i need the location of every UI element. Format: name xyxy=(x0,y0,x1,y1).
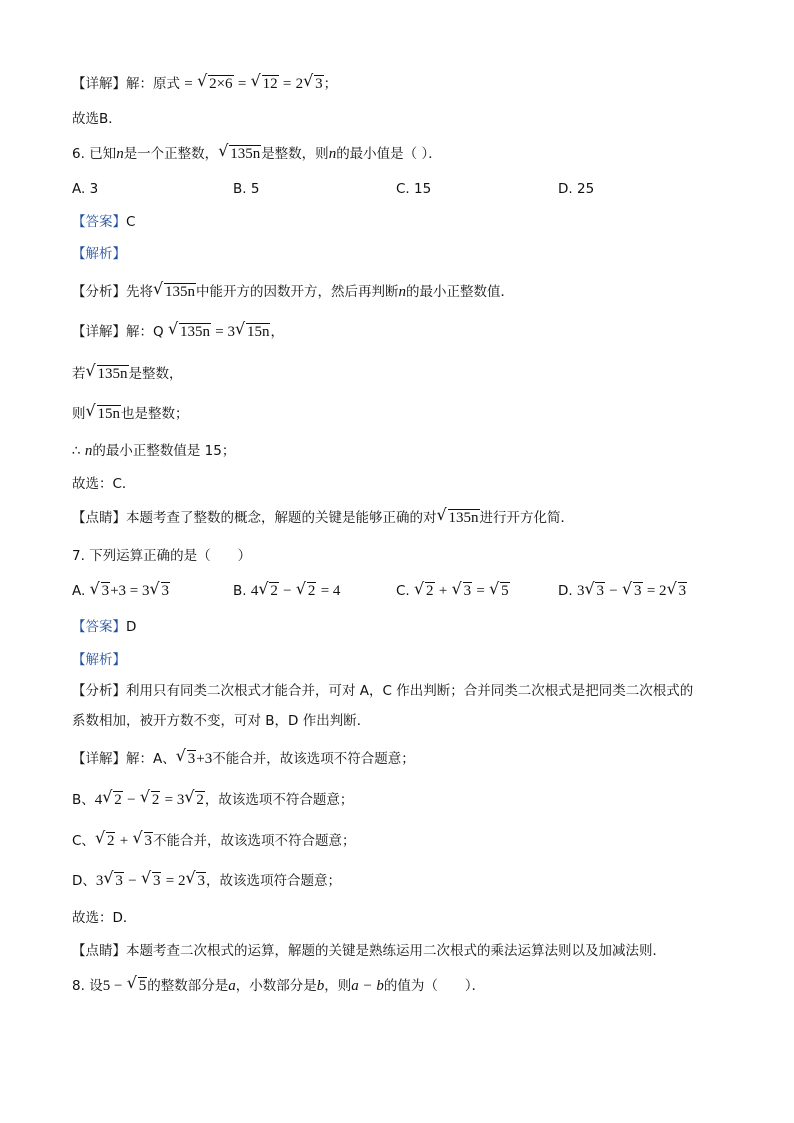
q6-stem: 6. 已知n是一个正整数，√ 135n是整数，则n的最小值是（ ）． xyxy=(72,144,442,164)
q7-option-b: B. 4√ 2 − √ 2 = 4 xyxy=(233,582,340,600)
q7-fenxi-1: 【分析】利用只有同类二次根式才能合并，可对 A，C 作出判断；合并同类二次根式是把同类二次根式的 xyxy=(72,683,694,699)
answer-tag: 【答案】 xyxy=(72,214,126,230)
q7-option-c: C. √ 2 + √ 3 = √ 5 xyxy=(396,582,510,600)
q7-dianjing: 【点睛】本题考查二次根式的运算，解题的关键是熟练运用二次根式的乘法运算法则以及加减法则． xyxy=(72,943,666,959)
q5-detail-prefix: 解：原式 xyxy=(126,76,180,92)
sqrt-2x6: √ 2×6 xyxy=(198,74,233,94)
q6-option-a: A. 3 xyxy=(72,181,99,197)
q6-answer: 【答案】C xyxy=(72,214,136,230)
q6-min-line: ∴ n的最小正整数值是 15； xyxy=(72,443,236,459)
detail-tag: 【详解】 xyxy=(72,76,126,92)
sqrt-12: √ 12 xyxy=(252,74,279,94)
q7-answer: 【答案】D xyxy=(72,619,137,635)
sqrt-135n: √ 135n xyxy=(219,144,261,164)
q6-fenxi: 【分析】先将√ 135n中能开方的因数开方，然后再判断n的最小正整数值． xyxy=(72,282,514,302)
q7-detail-d: D、3√ 3 − √ 3 = 2√ 3，故该选项符合题意； xyxy=(72,871,341,891)
q6-analysis-tag: 【解析】 xyxy=(72,246,126,262)
q7-stem: 7. 下列运算正确的是（ ） xyxy=(72,548,252,564)
q8-stem: 8. 设5 − √ 5的整数部分是a，小数部分是b，则a − b的值为（ ）． xyxy=(72,976,485,996)
q6-detail: 【详解】解：Q √ 135n = 3√ 15n， xyxy=(72,322,284,342)
q6-option-c: C. 15 xyxy=(396,181,432,197)
q7-detail-b: B、4√ 2 − √ 2 = 3√ 2，故该选项不符合题意； xyxy=(72,790,353,810)
q7-option-a: A. √ 3+3 = 3√ 3 xyxy=(72,582,170,600)
q7-option-d: D. 3√ 3 − √ 3 = 2√ 3 xyxy=(558,582,687,600)
q7-fenxi-2: 系数相加，被开方数不变，可对 B，D 作出判断． xyxy=(72,713,371,729)
q5-choose: 故选B． xyxy=(72,111,122,127)
sqrt-3: √ 3 xyxy=(304,74,324,94)
q7-detail-a: 【详解】解：A、√ 3+3不能合并，故该选项不符合题意； xyxy=(72,749,415,769)
q6-if-line: 若√ 135n是整数， xyxy=(72,364,183,384)
q7-analysis-tag: 【解析】 xyxy=(72,652,126,668)
q6-choose: 故选：C． xyxy=(72,476,136,492)
q6-dianjing: 【点睛】本题考查了整数的概念，解题的关键是能够正确的对√ 135n进行开方化简． xyxy=(72,508,574,528)
q5-detail-line: 【详解】解：原式 = √ 2×6 = √ 12 = 2√ 3； xyxy=(72,74,337,94)
q6-option-d: D. 25 xyxy=(558,181,595,197)
q7-detail-c: C、√ 2 + √ 3不能合并，故该选项不符合题意； xyxy=(72,831,356,851)
q6-option-b: B. 5 xyxy=(233,181,260,197)
q6-then-line: 则√ 15n也是整数； xyxy=(72,404,189,424)
q7-choose: 故选：D． xyxy=(72,910,137,926)
